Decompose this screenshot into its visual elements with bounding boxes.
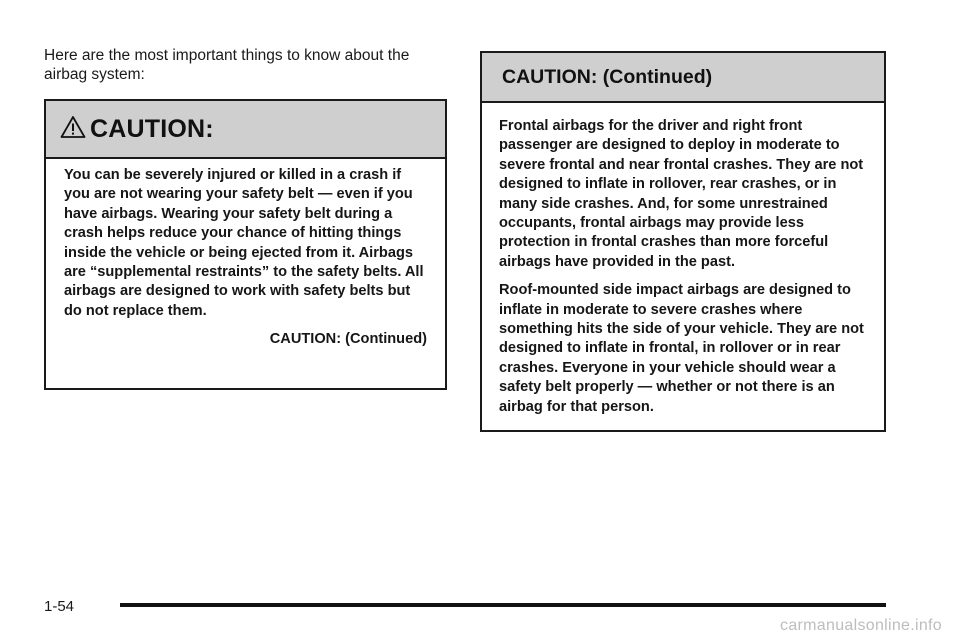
- side-airbags-paragraph: Roof-mounted side impact airbags are designed to inflate in moderate to severe crashes where something hits the side of your vehicle. They are not designed to inflate in frontal, in rollover or in rear crashes. Everyone in your vehicle should wear a safety belt properly — whether or not there is an airbag for that person.: [499, 282, 864, 415]
- footer-rule: [120, 603, 886, 607]
- continued-note: CAUTION: (Continued): [269, 331, 427, 348]
- caution-text: You can be severely injured or killed in a crash if you are not wearing your safety belt — even if you have airbags. Wearing your safety belt during a crash helps reduce your chance of hitting things inside the vehicle or being ejected from it. Airbags are “supplemental restraints” to the safety belts. All airbags are designed to work with safety belts but do not replace them.: [64, 167, 424, 319]
- caution-continued-body: [482, 103, 884, 417]
- caution-heading: CAUTION:: [90, 114, 214, 143]
- watermark: carmanualsonline.info: [780, 617, 942, 634]
- caution-box: [44, 99, 447, 390]
- warning-triangle-icon: [60, 115, 86, 139]
- frontal-airbags-paragraph: Frontal airbags for the driver and right front passenger are designed to deploy in moderate to severe frontal and near frontal crashes. They are not designed to inflate in rollover, rear crashes, or in many side crashes. And, for some unrestrained occupants, frontal airbags may provide less protection in frontal crashes than more forceful airbags have provided in the past.: [499, 118, 864, 270]
- caution-body: [46, 159, 445, 350]
- caution-continued-heading: CAUTION: (Continued): [502, 65, 713, 88]
- caution-continued-box: [480, 51, 886, 432]
- caution-continued-header: [482, 53, 884, 103]
- caution-header: [46, 101, 445, 159]
- page-number: 1-54: [44, 598, 75, 615]
- intro-paragraph: Here are the most important things to know about the airbag system:: [44, 47, 410, 83]
